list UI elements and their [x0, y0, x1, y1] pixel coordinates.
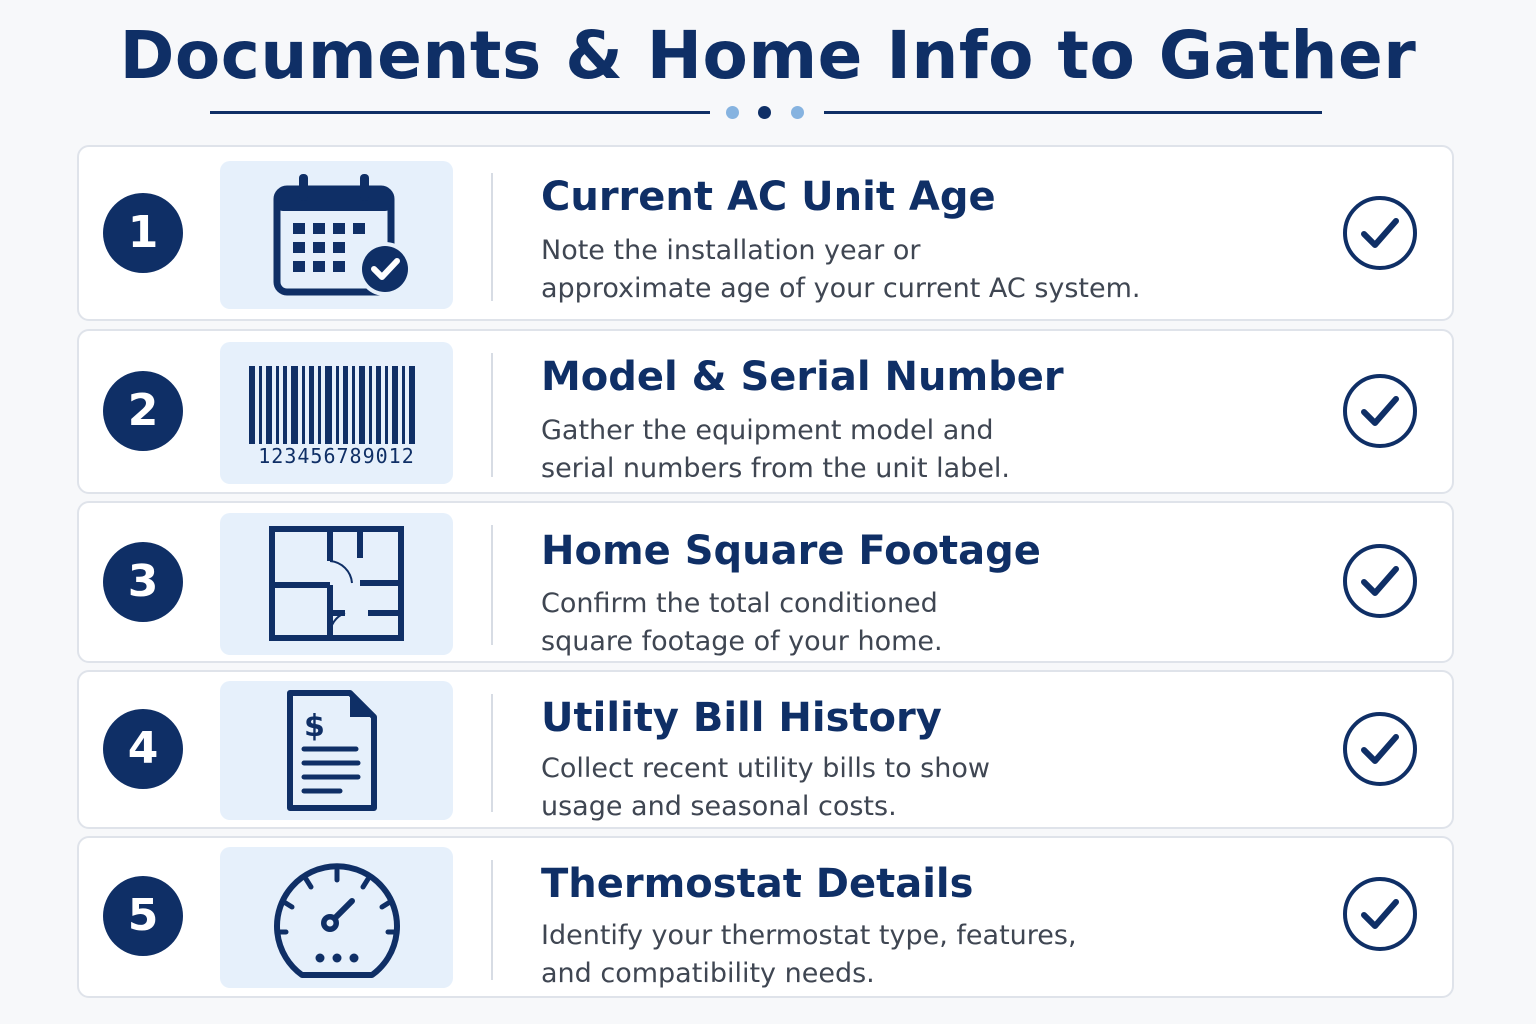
- checkmark-circle-icon[interactable]: [1342, 373, 1418, 449]
- icon-panel: [220, 342, 453, 484]
- svg-text:$: $: [304, 709, 325, 744]
- item-description: [541, 585, 1241, 661]
- icon-panel: [220, 847, 453, 988]
- item-description-line: serial numbers from the unit label.: [541, 453, 1011, 484]
- card-divider: [491, 173, 493, 301]
- item-description: [541, 750, 1241, 826]
- thermostat-gauge-icon: [220, 847, 453, 988]
- divider-dot: [791, 106, 804, 119]
- item-title: Utility Bill History: [541, 695, 942, 741]
- calendar-check-icon: [220, 161, 453, 309]
- card-divider: [491, 525, 493, 645]
- checkmark-circle-icon[interactable]: [1342, 195, 1418, 271]
- item-description: [541, 232, 1241, 308]
- item-description-line: Confirm the total conditioned: [541, 588, 938, 619]
- bill-document-icon: [220, 681, 453, 820]
- checklist-card-2: [77, 329, 1454, 494]
- floor-plan-icon: [220, 513, 453, 655]
- item-title: Thermostat Details: [541, 861, 974, 907]
- divider-dot: [758, 106, 771, 119]
- barcode-digits: 123456789012: [258, 444, 415, 468]
- checklist-card-4: [77, 670, 1454, 829]
- item-description-line: Identify your thermostat type, features,: [541, 920, 1077, 951]
- icon-panel: [220, 513, 453, 655]
- item-description-line: Note the installation year or: [541, 235, 921, 266]
- step-number-badge: 2: [103, 371, 183, 451]
- item-description: [541, 917, 1241, 993]
- item-description-line: approximate age of your current AC system.: [541, 273, 1141, 304]
- checkmark-circle-icon[interactable]: [1342, 711, 1418, 787]
- item-description: [541, 412, 1241, 488]
- card-divider: [491, 860, 493, 980]
- step-number-badge: 3: [103, 542, 183, 622]
- item-description-line: Collect recent utility bills to show: [541, 753, 990, 784]
- item-description-line: Gather the equipment model and: [541, 415, 994, 446]
- checkmark-circle-icon[interactable]: [1342, 876, 1418, 952]
- card-divider: [491, 694, 493, 812]
- icon-panel: [220, 161, 453, 309]
- icon-panel: [220, 681, 453, 820]
- step-number-badge: 5: [103, 876, 183, 956]
- title-divider-left: [210, 111, 710, 114]
- checkmark-circle-icon[interactable]: [1342, 543, 1418, 619]
- checklist-card-1: [77, 145, 1454, 321]
- item-title: Current AC Unit Age: [541, 174, 996, 220]
- title-divider-right: [824, 111, 1322, 114]
- card-divider: [491, 353, 493, 477]
- item-title: Home Square Footage: [541, 528, 1041, 574]
- item-description-line: and compatibility needs.: [541, 958, 875, 989]
- item-description-line: usage and seasonal costs.: [541, 791, 897, 822]
- item-title: Model & Serial Number: [541, 354, 1064, 400]
- checklist-card-3: [77, 501, 1454, 663]
- page-title: Documents & Home Info to Gather: [119, 17, 1417, 94]
- step-number-badge: 1: [103, 193, 183, 273]
- item-description-line: square footage of your home.: [541, 626, 943, 657]
- checklist-card-5: [77, 836, 1454, 998]
- divider-dot: [726, 106, 739, 119]
- step-number-badge: 4: [103, 709, 183, 789]
